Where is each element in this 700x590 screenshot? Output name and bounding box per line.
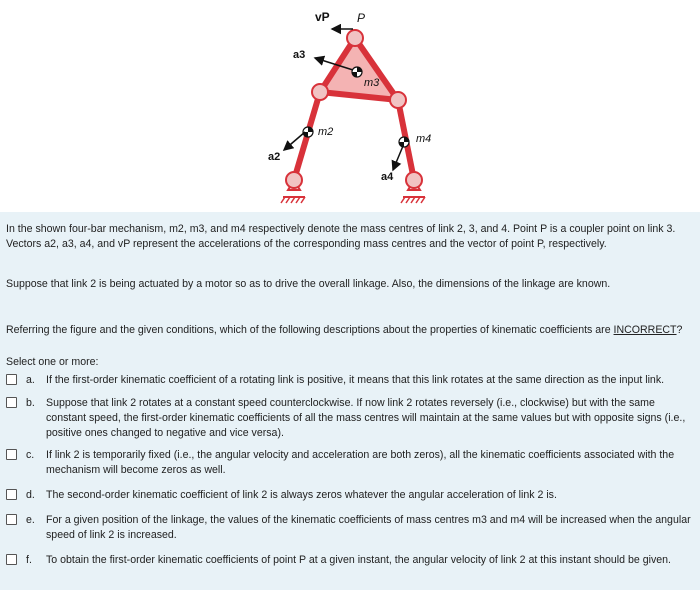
label-m4: m4 — [416, 133, 432, 145]
label-m2: m2 — [318, 126, 334, 138]
label-p: P — [357, 11, 366, 25]
option-f-checkbox[interactable] — [6, 554, 17, 565]
incorrect-emphasis: INCORRECT — [613, 324, 677, 336]
option-c-checkbox[interactable] — [6, 449, 17, 460]
joint-a — [312, 84, 328, 100]
joint-p — [347, 30, 363, 46]
option-letter: f. — [26, 554, 32, 566]
select-label: Select one or more: — [6, 356, 99, 368]
question-panel — [0, 212, 700, 590]
option-text: If link 2 is temporarily fixed (i.e., the angular velocity and acceleration are both zeros), all the kinematic coefficients associated with the mechanism will become zeros as well. — [46, 449, 675, 476]
joint-b — [390, 92, 406, 108]
option-text: Suppose that link 2 rotates at a constant speed counterclockwise. If now link 2 rotates reversely (i.e., clockwise) but with the same constant speed, the first-order kinematic coefficients of all the mass centres will maintain at the same values but with opposite signs (i.e., positive ones changed to negative and vice versa). — [46, 397, 686, 439]
option-d-checkbox[interactable] — [6, 489, 17, 500]
vector-a4-arrow — [393, 146, 403, 170]
option-letter: a. — [26, 374, 35, 386]
label-a2: a2 — [268, 151, 281, 163]
option-letter: c. — [26, 449, 35, 461]
joint-o2 — [286, 172, 302, 188]
option-letter: e. — [26, 514, 35, 526]
question-mark: ? — [676, 324, 683, 336]
label-m3: m3 — [364, 77, 380, 89]
mass-centre-m4-icon — [399, 137, 409, 147]
label-a4: a4 — [381, 171, 394, 183]
question-paragraph-3 — [6, 323, 694, 338]
mechanism-figure — [0, 0, 700, 210]
option-letter: d. — [26, 489, 35, 501]
question-paragraph-2: Suppose that link 2 is being actuated by a motor so as to drive the overall linkage. Also, the dimensions of the linkage are known. — [6, 278, 611, 290]
four-bar-diagram — [0, 0, 700, 210]
ground-left — [281, 197, 305, 203]
joint-o4 — [406, 172, 422, 188]
label-a3: a3 — [293, 49, 306, 61]
option-text: The second-order kinematic coefficient of link 2 is always zeros whatever the angular acceleration of link 2 is. — [46, 489, 557, 501]
option-text: For a given position of the linkage, the values of the kinematic coefficients of mass centres m3 and m4 will be increased when the angular speed of link 2 is increased. — [46, 514, 691, 541]
ground-right — [401, 197, 425, 203]
option-text: If the first-order kinematic coefficient of a rotating link is positive, it means that this link rotates at the same direction as the input link. — [46, 374, 665, 386]
question-paragraph-1: In the shown four-bar mechanism, m2, m3, and m4 respectively denote the mass centres of link 2, 3, and 4. Point P is a coupler point on link 3. Vectors a2, a3, a4, and vP represent the accelerations of the corresponding mass centres and the vector of point P, respectively. — [6, 223, 676, 250]
option-letter: b. — [26, 397, 35, 409]
label-vp: vP — [315, 10, 330, 24]
option-e-checkbox[interactable] — [6, 514, 17, 525]
option-b-checkbox[interactable] — [6, 397, 17, 408]
option-text: To obtain the first-order kinematic coefficients of point P at a given instant, the angular velocity of link 2 at this instant should be given. — [46, 554, 671, 566]
option-a-checkbox[interactable] — [6, 374, 17, 385]
mass-centre-m3-icon — [352, 67, 362, 77]
question-prompt: Referring the figure and the given conditions, which of the following descriptions about the properties of kinematic coefficients are — [6, 324, 614, 336]
